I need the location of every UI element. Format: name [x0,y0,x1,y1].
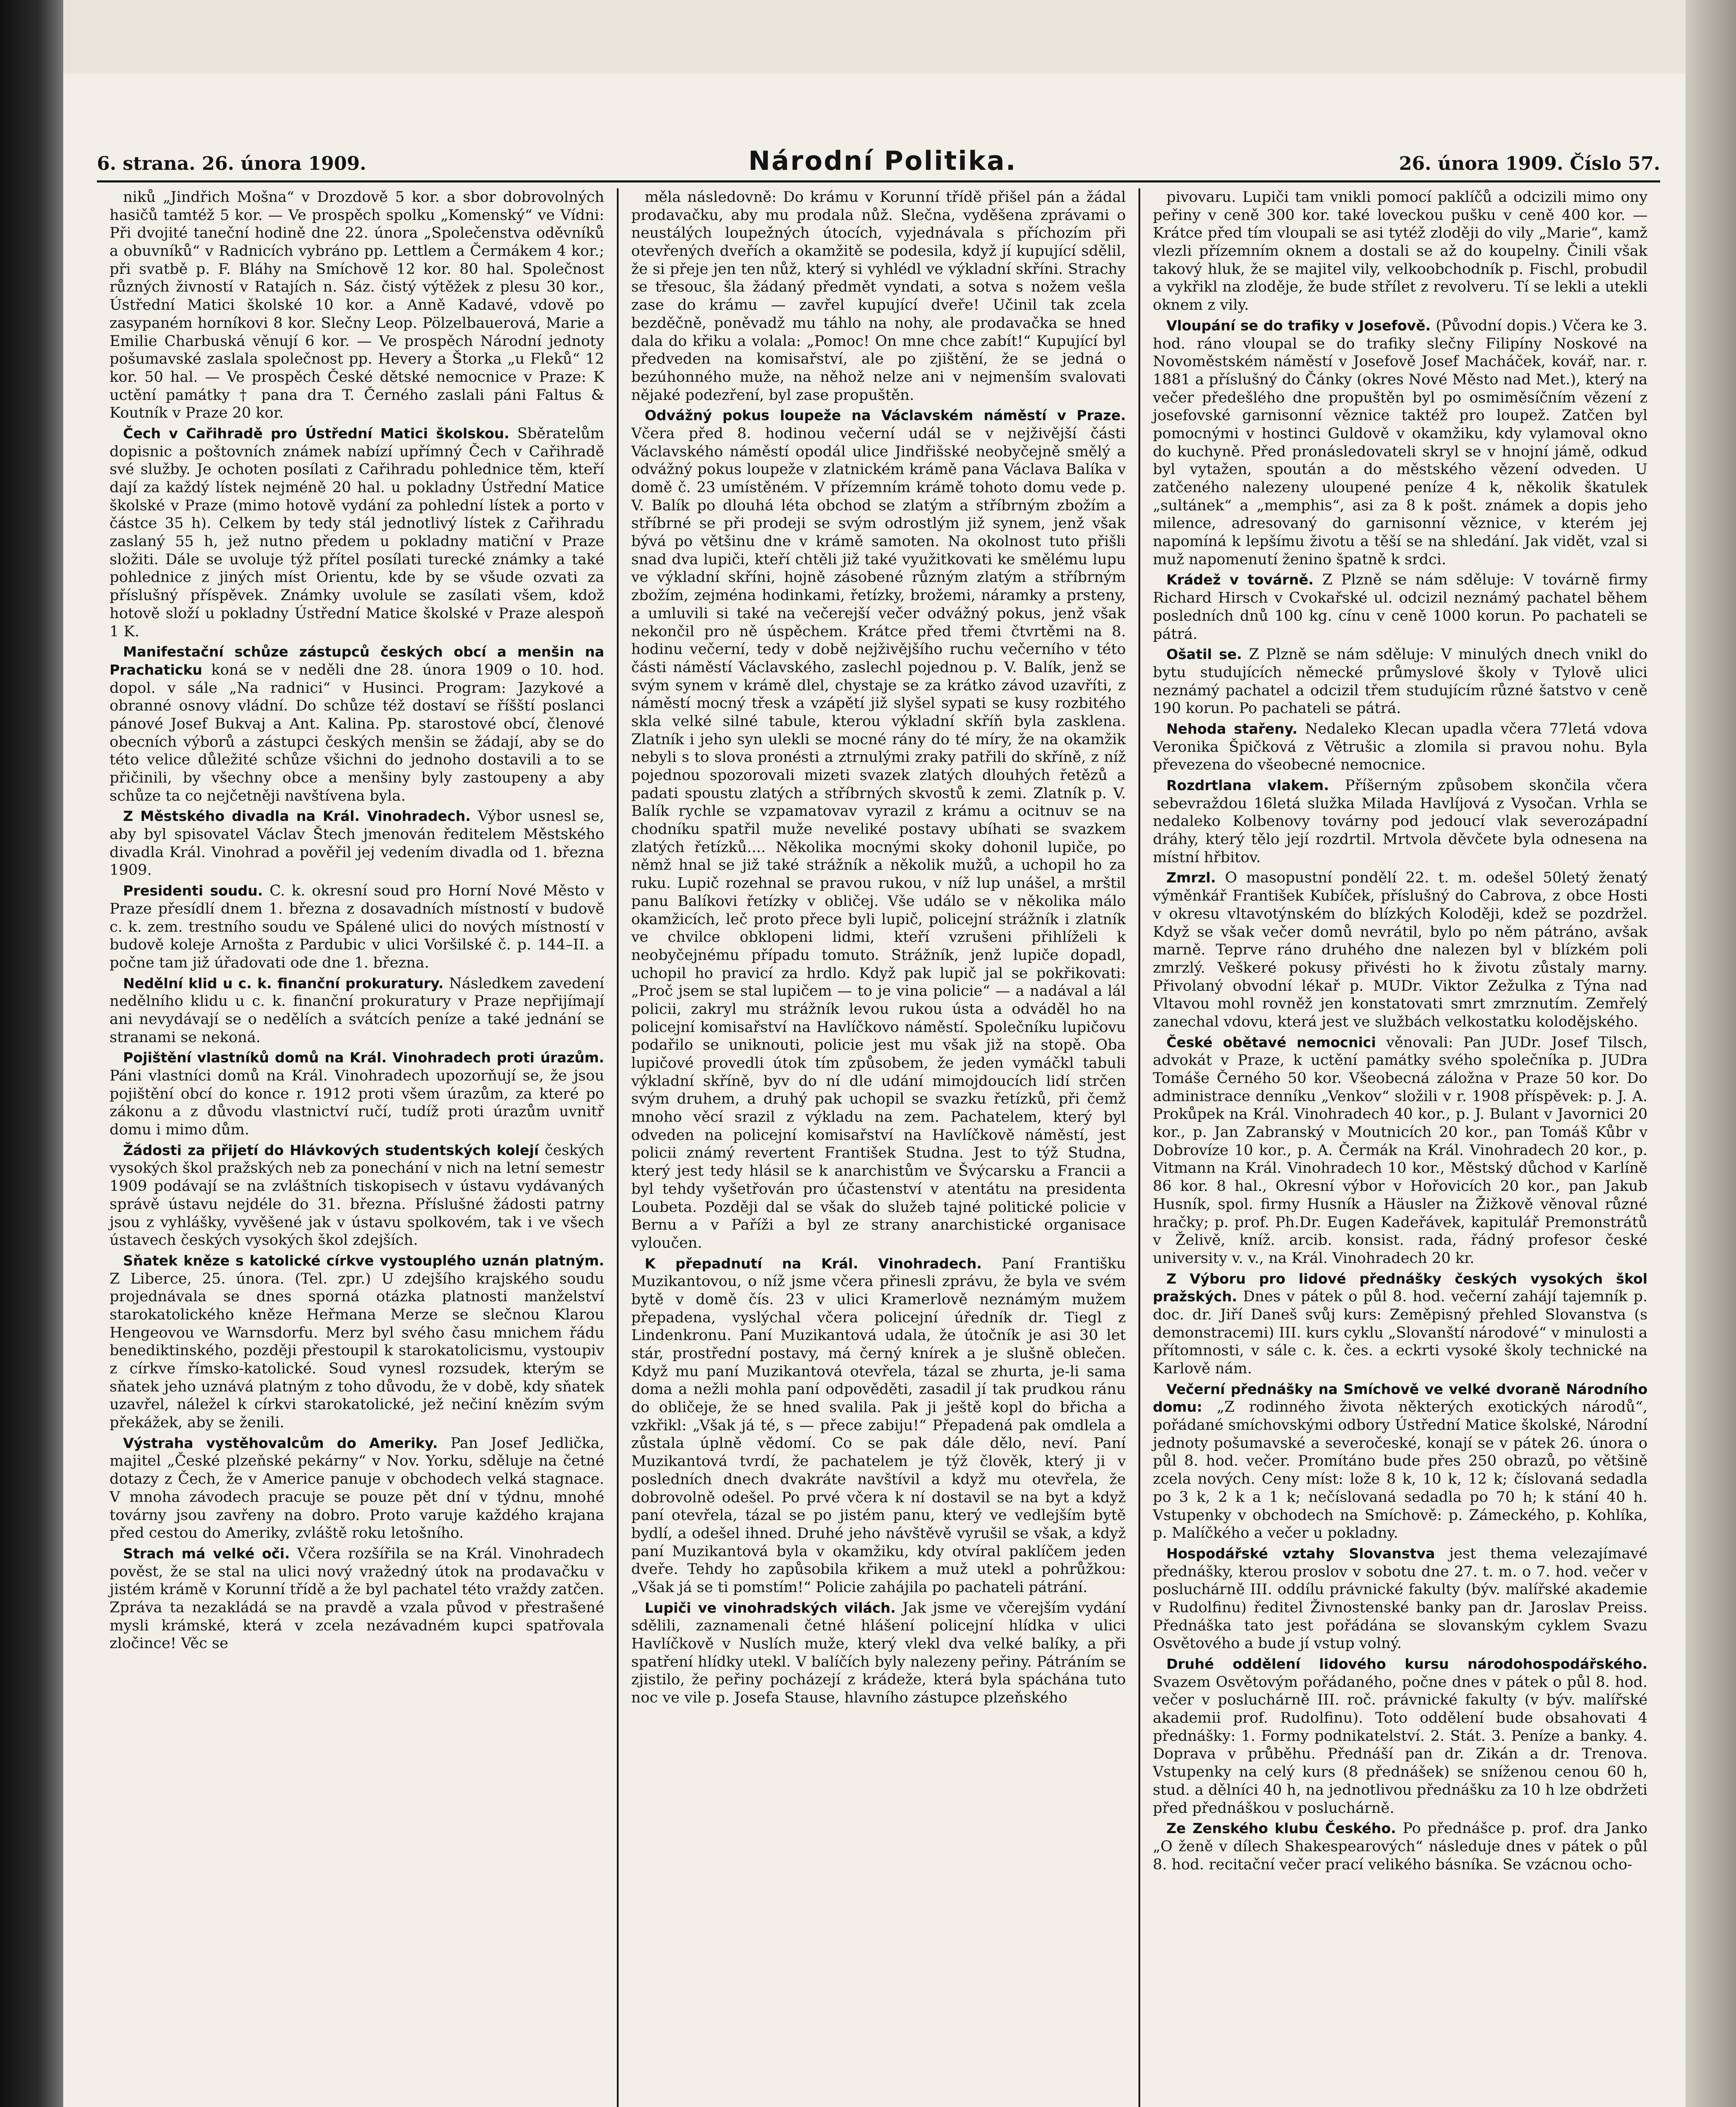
article-text: Z Plzně se nám sděluje: V minulých dnech vnikl do bytu studujících německé průmyslové školy v Tylově ulici neznámý pachatel a odcizil třem studujícím různé šatstvo v ceně 190 korun. Po pachateli se pátrá. [1153,646,1648,717]
book-binding-edge [0,0,63,2107]
article-paragraph [1153,720,1648,774]
article-text: Následkem zavedení nedělního klidu u c. k. finanční prokuratury v Praze nepřijímají ani nevydávají se o nedělích a svátcích peníze a také jednání se stranami se nekoná. [110,975,604,1046]
article-headline: Ze Zenského klubu Českého. [1166,1820,1396,1837]
article-text: Páni vlastníci domů na Král. Vinohradech upozorňují se, že jsou pojištění obcí do konce r. 1912 proti všem úrazům, za které po zákonu a z důvodu vlastnictví ručí, tudíž proti úrazům uvnitř domu i mimo dům. [110,1067,604,1139]
article-paragraph [1153,1820,1648,1874]
article-headline: K přepadnutí na Král. Vinohradech. [645,1255,982,1272]
article-headline: Večerní přednášky na Smíchově ve velké dvoraně Národního domu: [1153,1381,1648,1415]
article-headline: Vloupání se do trafiky v Josefově. [1166,317,1431,334]
article-text: pivovaru. Lupiči tam vnikli pomocí paklíčů a odcizili mimo ony peřiny v ceně 300 kor. také loveckou pušku v ceně 400 kor. — Krátce před tím vloupali se asi tytéž zloději do vily „Marie“, kamž vlezli přízemním oknem a dostali se až do koupelny. Činili však takový hluk, že se majitel vily, velkoobchodník p. Fischl, probudil a vykřikl na zloděje, že bude střílet z revolveru. Tí se lekli a utekli oknem z vily. [1153,189,1648,314]
article-paragraph [631,1599,1126,1707]
article-text: „Z rodinného života některých exotických národů“, pořádané smíchovskými odbory Ústřední Matice školské, Národní jednoty pošumavské a severočeské, konají se v pátek 26. února o půl 8. hod. večer. Promítáno bude přes 250 obrazů, po většině zcela nových. Ceny míst: lože 8 k, 10 k, 12 k; číslovaná sedadla po 3 k, 2 k a 1 k; nečíslovaná sedadla po 70 h; k stání 40 h. Vstupenky v obchodech na Smíchově: p. Zámeckého, p. Kohlíka, p. Malíčkého a večer u pokladny. [1153,1399,1648,1542]
article-text: Svazem Osvětovým pořádaného, počne dnes v pátek o půl 8. hod. večer v posluchárně III. roč. právnické fakulty (v býv. malířské akademii prof. Rudolfinu). Toto oddělení bude obsahovati 4 přednášky: 1. Formy podnikatelství. 2. Stát. 3. Peníze a banky. 4. Doprava v průběhu. Přednáší pan dr. Zikán a dr. Trenova. Vstupenky na celý kurs (8 přednášek) se sníženou cenou 60 h, stud. a dělníci 40 h, na jednotlivou přednášku za 10 h lze obdržeti před přednáškou v posluchárně. [1153,1673,1648,1817]
article-headline: Žádosti za přijetí do Hlávkových studentských kolejí [123,1142,539,1158]
article-text: Z Liberce, 25. února. (Tel. zpr.) U zdejšího krajského soudu projednávala se dnes sporná otázka platnosti manželství starokatolického kněze Heřmana Merze se slečnou Klarou Hengeovou ve Warnsdorfu. Merz byl svého času mnichem řádu benediktinského, později přestoupil k starokatolicismu, vystoupiv z církve římsko-katolické. Soud vynesl rozsudek, kterým se sňatek jeho uznává platným z toho důvodu, že v době, kdy sňatek uzavřel, náležel k církvi starokatolické, jež nečiní knězím svým překážek, aby se ženili. [110,1270,604,1431]
article-paragraph [110,188,604,422]
article-headline: Presidenti soudu. [123,882,263,899]
article-text: měla následovně: Do krámu v Korunní třídě přišel pán a žádal prodavačku, aby mu prodala nůž. Slečna, vyděšena zprávami o neustálých loupežných útocích, vyjednávala s příchozím při otevřených dveřích a okamžitě se podesila, když jí kupující sdělil, že si přeje jen ten nůž, který si vyhlédl ve výkladní skříni. Strachy se třesouc, šla žádaný předmět vyndati, a sotva s nožem vešla zase do krámu — zavřel kupující dveře! Učinil tak zcela bezděčně, poněvadž mu táhlo na nohy, ale prodavačka se hned dala do křiku a volala: „Pomoc! On mne chce zabít!“ Kupující byl předveden na komisařství, ale po zjištění, že se jedná o bezúhonného muže, na něhož nelze ani v nejmenším svalovati nějaké podezření, byl zase propuštěn. [631,189,1126,404]
article-text: Pan Josef Jedlička, majitel „České plzeňské pekárny“ v Nov. Yorku, sděluje na četné dotazy z Čech, že v Americe panuje v obchodech velká stagnace. V mnoha závodech pracuje se pouze pět dní v týdnu, mnohé továrny jsou zavřeny na dobro. Proto varuje každého krajana před cestou do Ameriky, zvláště roku letošního. [110,1434,604,1542]
article-text: Nedaleko Klecan upadla včera 77letá vdova Veronika Špičková z Větrušic a zlomila si pravou nohu. Byla převezena do všeobecné nemocnice. [1153,720,1648,774]
article-text: Příšerným způsobem skončila včera sebevraždou 16letá služka Milada Havlíjová z Vysočan. Vrhla se nedaleko Kolbenovy továrny pod jedoucí vlak severozápadní dráhy, který tělo její rozdrtil. Mrtvola děvčete byla odnesena na místní hřbitov. [1153,777,1648,866]
article-paragraph [631,188,1126,404]
article-paragraph [1153,188,1648,314]
article-text: Paní Františku Muzikantovou, o níž jsme včera přinesli zprávu, že byla ve svém bytě v domě čís. 23 v ulici Kramerlově neznámým mužem přepadena, vyslýchal včera policejní úředník dr. Tiegl z Lindenkronu. Paní Muzikantová udala, že útočník je asi 30 let stár, prostřední postavy, má černý knírek a je slušně oblečen. Když mu paní Muzikantová otevřela, tázal se zhurta, je-li sama doma a nežli mohla paní odpověděti, zasadil jí tak prudkou ránu do obličeje, že se hned svalila. Pak ji ještě kopl do břicha a vzkřikl: „Však já té, s — přece zabiju!“ Přepadená pak omdlela a zůstala úplně vědomí. Co se pak dále dělo, neví. Paní Muzikantová tvrdí, že pachatelem je týž člověk, který ji v posledních dnech dvakráte navštívil a když mu otevřela, že dobrovolně odešel. Po prvé včera k ní dostavil se na byt a když paní otevřela, tázal se po jistém panu, který ve vedlejším bytě bydlí, a odešel ihned. Druhé jeho návštěvě vyrušil se však, a když paní Muzikantová byla v okamžiku, kdy otvíral paklíčem jeden dveře. Tehdy ho zapůsobila křikem a muž utekl a pohrůžkou: „Však já se ti pomstím!“ Policie zahájila po pachateli pátrání. [631,1255,1126,1596]
article-text: (Původní dopis.) Včera ke 3. hod. ráno vloupal se do trafiky slečny Filipíny Noskové na Novoměstském náměstí v Josefově Josef Macháček, kovář, nar. r. 1881 a příslušný do Čánky (okres Nové Město nad Met.), který na večer předešlého dne propuštěn byl po osmiměsíčním vězení z josefovské garnisonní věznice taktéž pro loupež. Zatčen byl pomocnými v hostinci Guldově v okamžiku, kdy vylamoval okno do kuchyně. Před pronásledovateli skryl se v hnojní jámě, odkud byl vytažen, spoután a do městského vězení odveden. U zatčeného nalezeny uloupené peníze 4 k, několik škatulek „sultánek“ a „memphis“, asi za 8 k pošt. známek a dopis jeho milence, adresovaný do garnisonní věznice, v kterém jej napomíná k lepšímu životu a těší se na shledání. Jak vidět, vzal si muž napomenutí ženino špatně k srdci. [1153,317,1648,568]
article-paragraph [110,1434,604,1542]
article-paragraph [1153,1381,1648,1542]
article-headline: Výstraha vystěhovalcům do Ameriky. [123,1434,438,1451]
text-columns [97,188,1660,2107]
page-edge [1685,0,1736,2107]
article-text: českých vysokých škol pražských neb za ponechání v nich na letní semestr 1909 podávají se na zvláštních tiskopisech v ústavu vydávaných správě ústavu nejdéle do 31. března. Příslušné žádosti patrny jsou z vyhlášky, vyvěšené jak v ústavu spolkovém, tak i ve všech ústavech českých vysokých škol zdejších. [110,1142,604,1249]
page-header [97,145,1660,182]
article-headline: Nedělní klid u c. k. finanční prokuratury. [123,975,444,992]
article-headline: Ošatil se. [1166,646,1242,663]
column-2 [617,188,1139,2107]
article-headline: Pojištění vlastníků domů na Král. Vinohradech proti úrazům. [123,1049,604,1066]
article-text: Včera rozšířila se na Král. Vinohradech pověst, že se stal na ulici nový vražedný útok na prodavačku v jistém krámě v Korunní třídě a že byl pachatel této vraždy zatčen. Zpráva ta nezakládá se na pravdě a vzala původ v přestrašené mysli krámské, která v zcela nezávadném kupci spatřovala zločince! Věc se [110,1545,604,1652]
article-headline: Čech v Cařihradě pro Ústřední Matici školskou. [123,425,509,442]
article-headline: Rozdrtlana vlakem. [1166,777,1329,793]
article-paragraph [1153,1655,1648,1817]
article-headline: Manifestační schůze zástupců českých obcí a menšin na Prachaticku [110,643,604,678]
article-headline: Odvážný pokus loupeže na Václavském náměstí v Praze. [645,407,1126,424]
article-headline: Zmrzl. [1166,869,1216,886]
article-text: O masopustní pondělí 22. t. m. odešel 50letý ženatý výměnkář František Kubíček, příslušný do Cabrova, z obce Hosti v okresu vltavotýnském do blízkých Koloději, kdež se pozdržel. Když se však večer domů nevrátil, bylo po něm pátráno, avšak marně. Teprve ráno druhého dne nalezen byl v blízkém poli zmrzlý. Veškeré pokusy přivésti ho k životu zůstaly marny. Přivolaný obvodní lékař p. MUDr. Viktor Zežulka z Týna nad Vltavou mohl rovněž jen konstatovati smrt zmrznutím. Zemřelý zanechal vdovu, která jest ve službách velkostatku kolodějského. [1153,869,1648,1030]
article-headline: Sňatek kněze s katolické církve vystouplého uznán platným. [123,1252,604,1269]
article-text: C. k. okresní soud pro Horní Nové Město v Praze přesídlí dnem 1. března z dosavadních místností v budově c. k. zem. trestního soudu ve Spálené ulici do nových místností v budově koleje Arnošta z Pardubic v ulici Voršilské č. p. 144–II. a počne tam již úřadovati ode dne 1. března. [110,882,604,971]
header-left: 6. strana. 26. února 1909. [97,153,367,174]
article-text: Jak jsme ve včerejším vydání sdělili, zaznamenali četné hlášení policejní hlídka v ulici Havlíčkově v Nuslích muže, který vlekl dva velké balíky, a při spatření hlídky utekl. V balíčích byly nalezeny peřiny. Pátráním se zjistilo, že peřiny pocházejí z krádeže, která byla spáchána tuto noc ve vile p. Josefa Stause, hlavního zástupce plzeňského [631,1599,1126,1707]
article-text: Dnes v pátek o půl 8. hod. večerní zahájí tajemník p. doc. dr. Jiří Daneš svůj kurs: Zeměpisný přehled Slovanstva (s demonstracemi) III. kurs cyklu „Slovanští národové“ v minulosti a přítomnosti, v sále c. k. čes. a eckrti vysoké školy technické na Karlově nám. [1153,1288,1648,1377]
article-headline: České obětavé nemocnici [1166,1034,1376,1051]
article-text: Z Plzně se nám sděluje: V továrně firmy Richard Hirsch v Cvokařské ul. odcizil neznámý pachatel během posledních dnů 100 kg. cínu v ceně 1000 korun. Po pachateli se pátrá. [1153,571,1648,643]
article-headline: Druhé oddělení lidového kursu národohospodářského. [1166,1656,1648,1672]
article-paragraph [110,1049,604,1139]
article-paragraph [110,807,604,879]
article-paragraph [110,975,604,1047]
masthead: Národní Politika. [748,145,1017,176]
article-headline: Nehoda stařeny. [1166,720,1298,737]
article-text: koná se v neděli dne 28. února 1909 o 10. hod. dopol. v sále „Na radnici“ v Husinci. Program: Jazykové a obranné osnovy vládní. Do schůze též dostaví se říšští poslanci pánové Josef Bukvaj a Ant. Kalina. Pp. starostové obcí, členové obecních výborů a zástupci českých menšin se žádají, aby se do této velice důležité schůze všichni do jednoho dostavili a to se přičinili, by všechny obce a menšiny byly zastoupeny a aby schůze ta co nejčetněji navštívena byla. [110,661,604,804]
article-paragraph [631,1255,1126,1597]
article-paragraph [110,425,604,641]
article-text: Včera před 8. hodinou večerní udál se v nejživější části Václavského náměstí opodál ulice Jindřišské neobyčejně smělý a odvážný pokus loupeže v zlatnickém krámě pana Václava Balíka v domě č. 23 umístěném. V přízemním krámě tohoto domu vede p. V. Balík po dlouhá léta obchod se zlatým a stříbrným zbožím a stříbrné se při prodeji se svým odrostlým již synem, jenž však bývá po většinu dne v krámě samoten. Na okolnost tuto přišli snad dva lupiči, kteří chtěli již také využitkovati ke smělému lupu ve výkladní skříni, hojně zásobené různým zlatým a stříbrným zbožím, zejména hodinkami, řetízky, brožemi, náramky a prsteny, a umluvili si také na večerejší večer odvážný pokus, jenž však nekončil pro ně úspěchem. Krátce před třemi čtvrtěmi na 8. hodinu večerní, tedy v době nejživějšího ruchu večerního v této části náměstí Václavského, zaslechl pojednou p. V. Balík, jenž se svým synem v krámě dlel, chystaje se za krátko závod uzavříti, z náměstí mocný třesk a vzápětí již slyšel sypati se kusy rozbitého skla velké silné tabule, kterou výkladní skříň byla zasklena. Zlatník i jeho syn ulekli se mocné rány do té míry, že na okamžik nebyli s to slova pronésti a ztrnulými zraky patřili do skříně, z níž pojednou spozorovali mizeti svazek zlatých dlouhých řetězů a padati spoustu zlatých a stříbrných skvostů k zemi. Zlatník p. V. Balík rychle se vzpamatovav vyrazil z krámu a ocitnuv se na chodníku spatřil muže neveliké postavy ubíhati se svazkem zlatých řetízků.... Několika mocnými skoky dohonil lupiče, po němž hnal se již také strážník a několik mužů, a uchopil ho za ruku. Lupič rozehnal se pravou rukou, v níž lup unášel, a mrštil panu Balíkovi řetízky v obličej. Vše událo se v několika málo okamžicích, leč proto přece byli lupič, policejní strážník i zlatník ve chvilce obklopeni lidmi, kteří vzrušeni přihlíželi k neobyčejnému případu tomuto. Strážník, jenž lupiče dopadl, uchopil ho pravicí za hrdlo. Když pak lupič jal se pokřikovati: „Proč jsem se stal lupičem — to je vina policie“ — a nadával a lál policii, zakryl mu strážník levou rukou ústa a odváděl ho na policejní komisařství na Havlíčkovo náměstí. Společníku lupičovu podařilo se uniknouti, policie jest mu však již na stopě. Oba lupičové provedli útok tím způsobem, že jeden vymáčkl tabuli výkladní skříně, byv do ní dle udání mimojdoucích lidí strčen svým druhem, a druhý pak uchopil se svazku řetízků, při čemž mnoho věcí srazil z výkladu na zem. Pachatelem, který byl odveden na policejní komisařství na Havlíčkově náměstí, jest policii známý revertent František Studna. Jest to týž Studna, který jest tedy hlásil se k anarchistům ve Švýcarsku a Francii a byl tehdy vyšetřován pro účastenství v atentátu na presidenta Loubeta. Později dal se však do služeb tajné politické policie v Bernu a v Paříži a byl ze strany anarchistické organisace vyloučen. [631,425,1126,1252]
article-headline: Z Výboru pro lidové přednášky českých vysokých škol pražských. [1153,1270,1648,1305]
column-1 [97,188,617,2107]
article-headline: Krádež v továrně. [1166,571,1314,588]
article-paragraph [1153,869,1648,1031]
article-text: Sběratelům dopisnic a poštovních známek nabízí upřímný Čech v Cařihradě své služby. Je ochoten posílati z Cařihradu pohlednice těm, kteří dají za každý lístek nejméně 20 hal. u pokladny Ústřední Matice školské v Praze (mimo hotově vydání za pohlední lístek a porto v částce 35 h). Celkem by tedy stál jednotlivý lístek z Cařihradu zaslaný 55 h, jež nutno předem u pokladny matiční v Praze složiti. Dále se uvoluje týž přítel posílati turecké známky a také pohlednice z jiných míst Orientu, kde by se všude ozvati za příslušný příspěvek. Známky uvolule se zasílati všem, kdož hotově složí u pokladny Ústřední Matice školské v Praze alespoň 1 K. [110,425,604,640]
article-paragraph [1153,777,1648,866]
newspaper-page [63,74,1685,2107]
article-headline: Z Městského divadla na Král. Vinohradech. [123,808,471,825]
article-text: niků „Jindřich Mošna“ v Drozdově 5 kor. a sbor dobrovolných hasičů tamtéž 5 kor. — Ve prospěch spolku „Komenský“ ve Vídni: Při dvojité taneční hodině dne 22. února „Společenstva oděvníků a obuvníků“ v Radnicích vybráno pp. Lettlem a Čermákem 4 kor.; při svatbě p. F. Bláhy na Smíchově 12 kor. 80 hal. Společnost různých živností v Ratajích n. Sáz. čistý výtěžek z plesu 30 kor., Ústřední Matici školské 10 kor. a Anně Kadavé, vdově po zasypaném horníkovi 8 kor. Slečny Leop. Pölzelbauerová, Marie a Emilie Charbuská věnují 6 kor. — Ve prospěch Národní jednoty pošumavské zaslala společnost pp. Hevery a Štorka „u Fleků“ 12 kor. 50 hal. — Ve prospěch České dětské nemocnice v Praze: K uctění památky † pana dra T. Černého zaslali páni Faltus & Koutník v Praze 20 kor. [110,189,604,422]
article-paragraph [110,1545,604,1653]
article-paragraph [1153,317,1648,569]
article-paragraph [1153,571,1648,643]
article-headline: Strach má velké oči. [123,1545,290,1562]
article-paragraph [1153,1270,1648,1378]
article-text: věnovali: Pan JUDr. Josef Tilsch, advokát v Praze, k uctění památky svého společníka p. JUDra Tomáše Černého 50 kor. Všeobecná záložna v Praze 50 kor. Do administrace denníku „Venkov“ složili v r. 1908 příspěvek: p. J. A. Prokůpek na Král. Vinohradech 40 kor., p. J. Bulant v Javornici 20 kor., p. Jan Zabranský v Moutnicích 20 kor., pan Tomáš Kůbr v Dobrovíze 10 kor., p. A. Čermák na Král. Vinohradech 20 kor., p. Vitmann na Král. Vinohradech 10 kor., Městský důchod v Karlíně 86 kor. 8 hal., Okresní výbor v Hořovicích 20 kor., pan Jakub Husník, spol. firmy Husník a Häusler na Žižkově věnoval různé hračky; p. prof. Ph.Dr. Eugen Kadeřávek, kapitulář Premonstrátů v Želivě, kníž. arcib. konsist. rada, řádný profesor české university v. v., na Král. Vinohradech 20 kr. [1153,1034,1648,1267]
article-paragraph [1153,1545,1648,1653]
article-paragraph [1153,646,1648,718]
column-3 [1139,188,1660,2107]
article-paragraph [110,882,604,972]
header-right: 26. února 1909. Číslo 57. [1399,153,1660,174]
article-paragraph [631,407,1126,1252]
article-paragraph [110,1142,604,1249]
article-headline: Lupiči ve vinohradských vilách. [645,1599,896,1616]
article-paragraph [1153,1034,1648,1268]
article-text: Výbor usnesl se, aby byl spisovatel Václav Štech jmenován ředitelem Městského divadla Král. Vinohrad a pověřil jej vedením divadla od 1. března 1909. [110,808,604,879]
article-text: Po přednášce p. prof. dra Janko „O ženě v dílech Shakespearových“ následuje dnes v pátek o půl 8. hod. recitační večer prací velikého básníka. Se vzácnou ocho- [1153,1820,1648,1873]
article-paragraph [110,643,604,805]
article-headline: Hospodářské vztahy Slovanstva [1166,1545,1435,1562]
article-paragraph [110,1252,604,1432]
article-text: jest thema velezajímavé přednášky, kterou proslov v sobotu dne 27. t. m. o 7. hod. večer v posluchárně III. oddílu právnické fakulty (býv. malířské akademie v Rudolfinu) ředitel Živnostenské banky pan dr. Jaroslav Preiss. Přednáška tato jest pořádána se slovanským cyklem Svazu Osvětového a bude jí vstup volný. [1153,1545,1648,1652]
